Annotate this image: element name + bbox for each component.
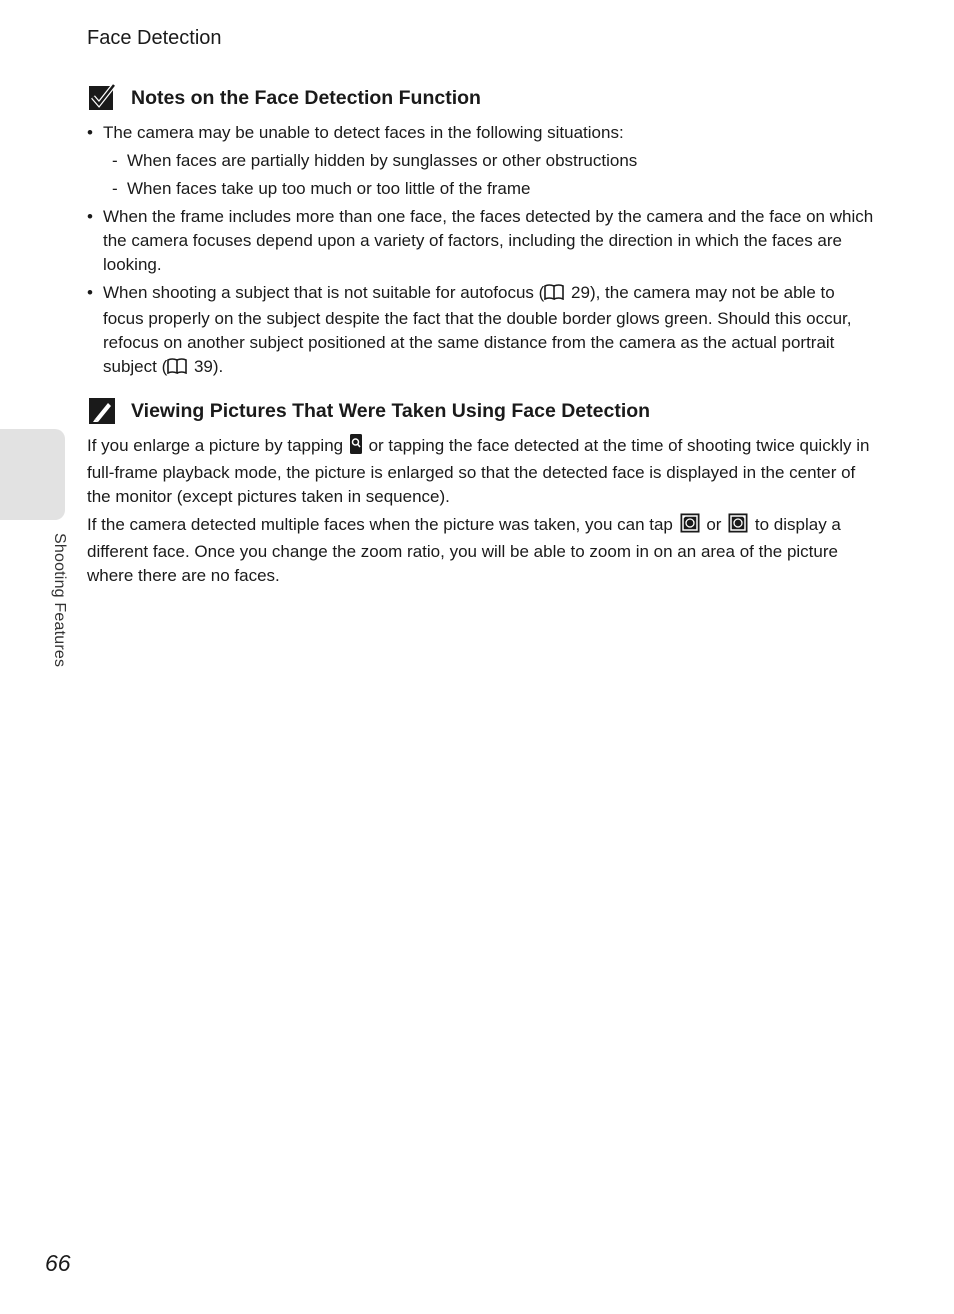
notes-heading-text: Notes on the Face Detection Function (131, 86, 481, 109)
paragraph-text: or tapping the face detected at the time of shooting twice quickly in full-frame playback mode, the picture is enlarged so that the detected face is displayed in the center of the monitor (except pictures taken in sequence). (87, 436, 870, 506)
bullet-text-part: ). (212, 357, 224, 376)
viewing-body (87, 434, 877, 592)
paragraph-text: If the camera detected multiple faces when the picture was taken, you can tap (87, 515, 678, 534)
chapter-tab (0, 429, 65, 520)
dash-glyph: - (112, 151, 118, 170)
list-item (87, 205, 877, 277)
list-item (87, 281, 877, 381)
sub-item-text: When faces are partially hidden by sunglasses or other obstructions (127, 151, 638, 170)
notes-heading (87, 83, 481, 113)
paragraph (87, 513, 877, 588)
zoom-button-icon (350, 434, 362, 461)
page-number: 66 (45, 1250, 71, 1276)
sub-item-text: When faces take up too much or too little of the frame (127, 179, 531, 198)
bullet-glyph: • (87, 123, 93, 142)
bullet-glyph: • (87, 207, 93, 226)
checkmark-note-icon (87, 83, 117, 113)
page-reference[interactable]: 29 (566, 283, 590, 302)
bullet-text-part: When shooting a subject that is not suitable for autofocus ( (103, 283, 545, 302)
page-header-title: Face Detection (87, 27, 222, 49)
next-face-button-icon (728, 513, 748, 540)
paragraph-text: to display a different face. Once you change the zoom ratio, you will be able to zoom in on an area of the picture where there are no faces. (87, 515, 841, 585)
notes-bullet-list (87, 121, 877, 385)
chapter-tab-label: Shooting Features (51, 533, 68, 668)
sub-list (103, 149, 877, 201)
sub-list-item (103, 149, 877, 173)
book-reference-icon (167, 357, 187, 381)
list-item (87, 121, 877, 201)
pencil-note-icon (87, 396, 117, 426)
bullet-text: When the frame includes more than one face, the faces detected by the camera and the face on which the camera focuses depend upon a variety of factors, including the direction in which the faces are looking. (103, 207, 874, 274)
paragraph-text: or (701, 515, 727, 534)
book-reference-icon (544, 283, 564, 307)
previous-face-button-icon (680, 513, 700, 540)
bullet-text-part: ), the camera may not be able to focus properly on the subject despite the fact that the double border glows green. Should this occur, refocus on another subject positioned at the same distance from the camera as the actual portrait subject ( (103, 283, 852, 376)
viewing-heading (87, 396, 650, 426)
paragraph-text: If you enlarge a picture by tapping (87, 436, 348, 455)
bullet-glyph: • (87, 283, 93, 302)
paragraph (87, 434, 877, 509)
viewing-heading-text: Viewing Pictures That Were Taken Using Face Detection (131, 399, 651, 422)
bullet-text: The camera may be unable to detect faces in the following situations: (103, 123, 624, 142)
dash-glyph: - (112, 179, 118, 198)
sub-list-item (103, 177, 877, 201)
page-reference[interactable]: 39 (189, 357, 213, 376)
